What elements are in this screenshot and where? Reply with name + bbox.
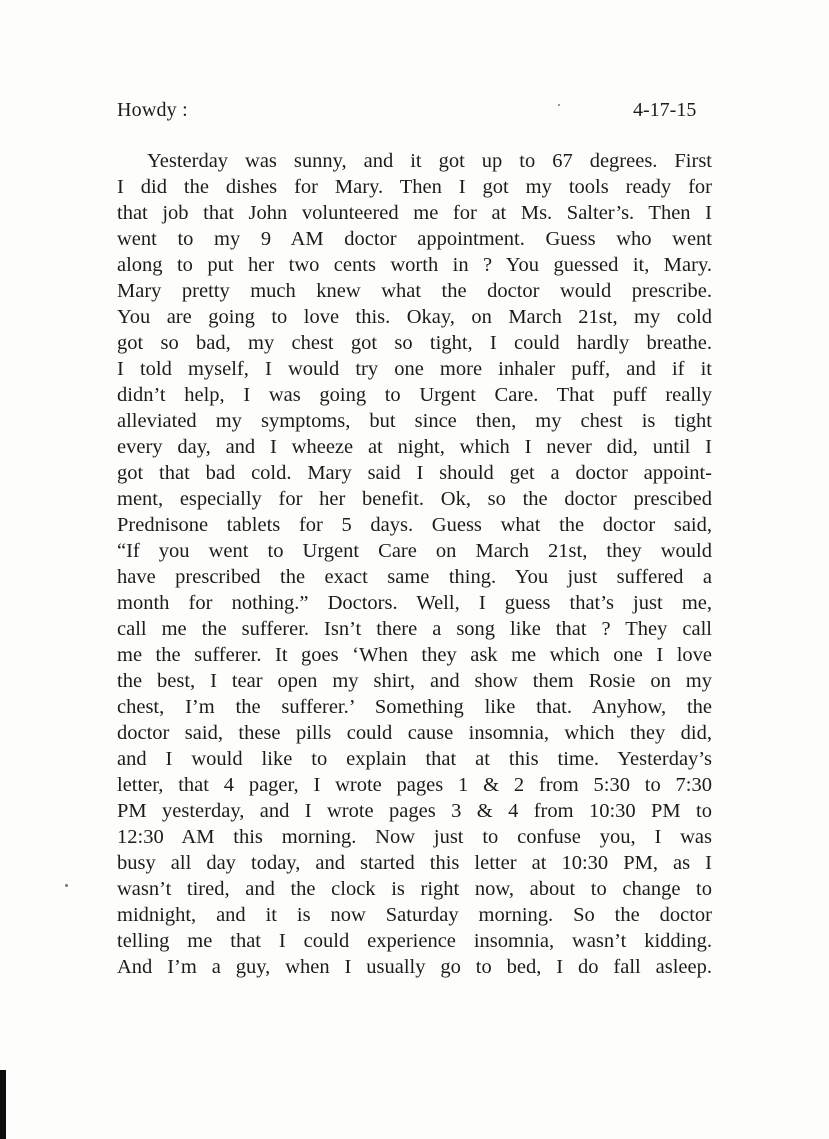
letter-line: Prednisone tablets for 5 days. Guess what the doctor said, (117, 514, 712, 536)
scan-speck (558, 104, 560, 106)
salutation: Howdy : (117, 99, 188, 121)
letter-line: didn’t help, I was going to Urgent Care. That puff really (117, 384, 712, 406)
letter-line: PM yesterday, and I wrote pages 3 & 4 from 10:30 PM to (117, 800, 712, 822)
letter-line: chest, I’m the sufferer.’ Something like that. Anyhow, the (117, 696, 712, 718)
letter-line: and I would like to explain that at this time. Yesterday’s (117, 748, 712, 770)
letter-line: that job that John volunteered me for at Ms. Salter’s. Then I (117, 202, 712, 224)
scan-speck (65, 884, 68, 887)
letter-line: went to my 9 AM doctor appointment. Guess who went (117, 228, 712, 250)
letter-line: have prescribed the exact same thing. You just suffered a (117, 566, 712, 588)
letter-line: I told myself, I would try one more inhaler puff, and if it (117, 358, 712, 380)
letter-date: 4-17-15 (633, 99, 697, 121)
letter-line: doctor said, these pills could cause insomnia, which they did, (117, 722, 712, 744)
letter-line: along to put her two cents worth in ? You guessed it, Mary. (117, 254, 712, 276)
letter-line: month for nothing.” Doctors. Well, I guess that’s just me, (117, 592, 712, 614)
letter-line: You are going to love this. Okay, on March 21st, my cold (117, 306, 712, 328)
letter-line: got that bad cold. Mary said I should get a doctor appoint- (117, 462, 712, 484)
scan-edge-shadow (0, 1070, 6, 1139)
letter-line: call me the sufferer. Isn’t there a song like that ? They call (117, 618, 712, 640)
letter-line: ment, especially for her benefit. Ok, so the doctor prescibed (117, 488, 712, 510)
letter-line: And I’m a guy, when I usually go to bed, I do fall asleep. (117, 956, 712, 978)
letter-line: letter, that 4 pager, I wrote pages 1 & 2 from 5:30 to 7:30 (117, 774, 712, 796)
letter-line: alleviated my symptoms, but since then, my chest is tight (117, 410, 712, 432)
letter-body (117, 148, 712, 980)
letter-line: the best, I tear open my shirt, and show them Rosie on my (117, 670, 712, 692)
letter-line: telling me that I could experience insomnia, wasn’t kidding. (117, 930, 712, 952)
letter-line: got so bad, my chest got so tight, I could hardly breathe. (117, 332, 712, 354)
letter-line: wasn’t tired, and the clock is right now, about to change to (117, 878, 712, 900)
letter-line: “If you went to Urgent Care on March 21st, they would (117, 540, 712, 562)
letter-line: Yesterday was sunny, and it got up to 67 degrees. First (147, 150, 712, 172)
letter-line: Mary pretty much knew what the doctor would prescribe. (117, 280, 712, 302)
letter-line: busy all day today, and started this letter at 10:30 PM, as I (117, 852, 712, 874)
letter-line: I did the dishes for Mary. Then I got my tools ready for (117, 176, 712, 198)
letter-line: midnight, and it is now Saturday morning. So the doctor (117, 904, 712, 926)
letter-line: me the sufferer. It goes ‘When they ask me which one I love (117, 644, 712, 666)
show-through-texture (0, 0, 829, 160)
letter-line: 12:30 AM this morning. Now just to confuse you, I was (117, 826, 712, 848)
letter-line: every day, and I wheeze at night, which I never did, until I (117, 436, 712, 458)
